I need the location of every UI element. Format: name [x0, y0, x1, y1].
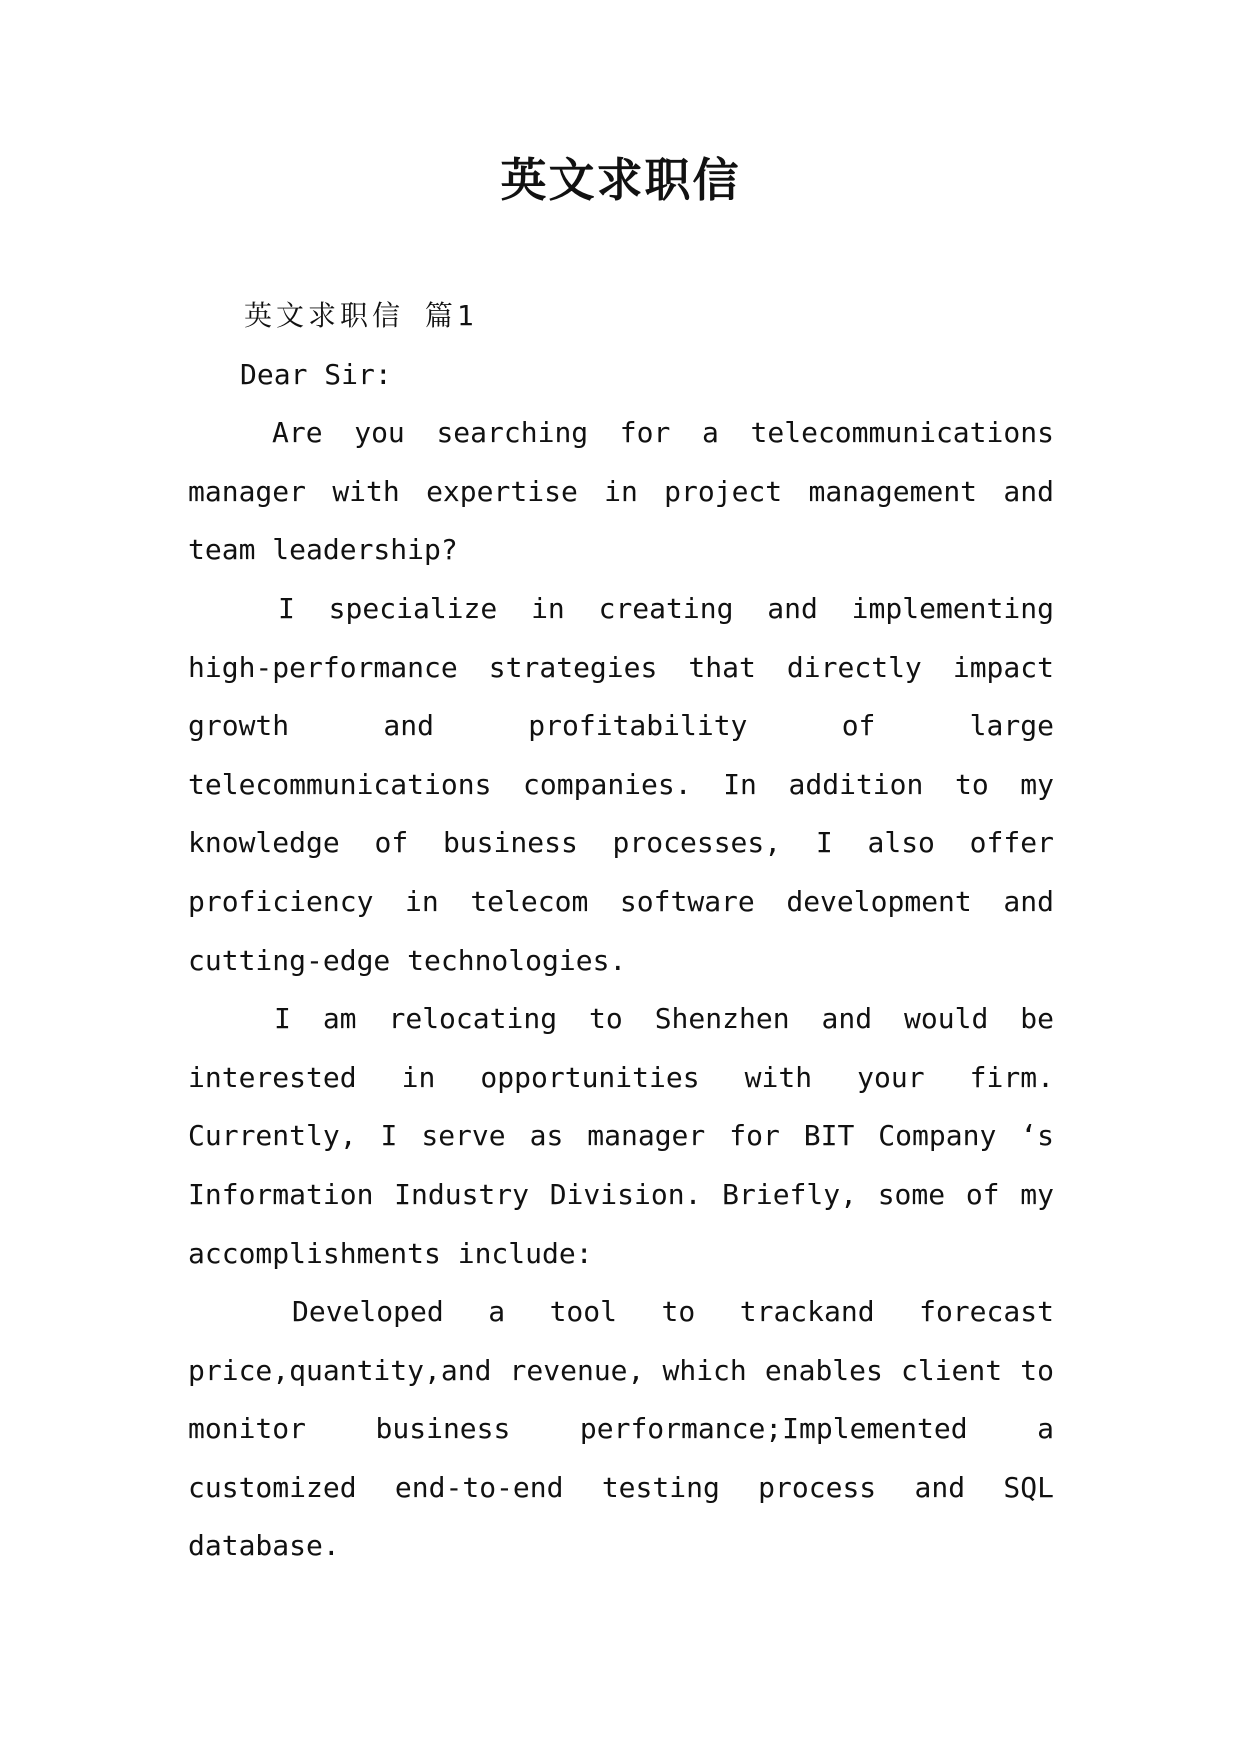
- word: for: [729, 1119, 780, 1153]
- word: ‘s: [1020, 1119, 1054, 1153]
- word: In: [723, 767, 757, 801]
- word: opportunities: [480, 1060, 700, 1094]
- word: implementing: [851, 591, 1054, 625]
- word: your: [857, 1060, 925, 1094]
- word: to: [954, 767, 989, 801]
- text-line: [188, 1166, 1054, 1225]
- paragraphs: [188, 404, 1054, 1576]
- word: tool: [549, 1295, 618, 1329]
- word: Information: [188, 1177, 374, 1211]
- word: development: [786, 884, 972, 918]
- word: processes,: [612, 826, 782, 860]
- word: a: [488, 1295, 506, 1329]
- word: that: [688, 650, 756, 684]
- word: SQL: [1003, 1470, 1054, 1504]
- text-line: [188, 1283, 1054, 1342]
- word: for: [619, 416, 671, 450]
- word: business: [375, 1412, 511, 1446]
- text-line: accomplishments include:: [188, 1236, 593, 1270]
- word: forecast: [919, 1295, 1054, 1329]
- word: would: [904, 1002, 989, 1036]
- word: I: [815, 826, 833, 860]
- word: searching: [436, 416, 589, 450]
- word: companies.: [523, 767, 692, 801]
- salutation: Dear Sir:: [240, 357, 392, 391]
- word: be: [1020, 1002, 1054, 1036]
- text-line: [188, 873, 1054, 932]
- word: firm.: [969, 1060, 1054, 1094]
- word: am: [322, 1002, 357, 1036]
- word: end-to-end: [394, 1470, 564, 1504]
- word: high-performance: [188, 650, 458, 684]
- word: proficiency: [188, 884, 374, 918]
- word: I: [278, 591, 295, 625]
- word: and: [383, 709, 434, 743]
- word: telecom: [470, 884, 589, 918]
- word: also: [867, 826, 935, 860]
- text-line: [188, 814, 1054, 873]
- text-line: [188, 463, 1054, 522]
- word: offer: [969, 826, 1054, 860]
- text-line: [188, 1049, 1054, 1108]
- text-line: cutting-edge technologies.: [188, 943, 627, 977]
- word: Company: [878, 1119, 997, 1153]
- word: revenue,: [509, 1353, 645, 1387]
- word: monitor: [188, 1412, 307, 1446]
- word: Briefly,: [722, 1177, 857, 1211]
- text-line: [188, 580, 1054, 639]
- paragraph: [188, 990, 1054, 1283]
- word: BIT: [803, 1119, 855, 1153]
- word: in: [401, 1060, 436, 1094]
- word: interested: [188, 1060, 357, 1094]
- word: of: [841, 709, 876, 743]
- word: and: [1003, 884, 1054, 918]
- word: and: [767, 591, 818, 625]
- word: of: [965, 1177, 1000, 1211]
- word: growth: [188, 709, 290, 743]
- word: large: [969, 709, 1054, 743]
- word: relocating: [388, 1002, 558, 1036]
- word: telecommunications: [750, 416, 1054, 450]
- word: I: [274, 1002, 291, 1036]
- word: as: [529, 1119, 564, 1153]
- word: Developed: [292, 1295, 444, 1329]
- word: serve: [421, 1119, 506, 1153]
- word: a: [702, 416, 719, 450]
- word: trackand: [739, 1295, 875, 1329]
- text-line: [188, 1342, 1054, 1401]
- word: performance;Implemented: [579, 1412, 968, 1446]
- word: a: [1037, 1412, 1054, 1446]
- word: expertise: [426, 474, 578, 508]
- word: telecommunications: [188, 767, 492, 801]
- text-line: [188, 1400, 1054, 1459]
- word: to: [589, 1002, 623, 1036]
- word: enables: [764, 1353, 883, 1387]
- word: my: [1020, 767, 1054, 801]
- word: customized: [188, 1470, 357, 1504]
- word: you: [354, 416, 405, 450]
- word: in: [405, 884, 439, 918]
- text-line: [188, 1107, 1054, 1166]
- word: in: [604, 474, 638, 508]
- text-line: [188, 756, 1054, 815]
- word: knowledge: [188, 826, 340, 860]
- word: directly: [786, 650, 922, 684]
- paragraph: [188, 580, 1054, 990]
- word: to: [1020, 1353, 1054, 1387]
- word: price,quantity,and: [188, 1353, 492, 1387]
- document-title: 英文求职信: [500, 153, 741, 207]
- paragraph: [188, 1283, 1054, 1576]
- word: to: [661, 1295, 696, 1329]
- word: with: [332, 474, 400, 508]
- word: my: [1020, 1177, 1054, 1211]
- word: in: [531, 591, 565, 625]
- word: some: [877, 1177, 946, 1211]
- text-line: [188, 990, 1054, 1049]
- word: Shenzhen: [654, 1002, 790, 1036]
- text-line: [188, 639, 1054, 698]
- word: testing: [601, 1470, 720, 1504]
- word: specialize: [328, 591, 498, 625]
- word: management: [808, 474, 978, 508]
- word: client: [900, 1353, 1003, 1387]
- word: and: [914, 1470, 966, 1504]
- word: impact: [952, 650, 1054, 684]
- word: profitability: [528, 709, 748, 743]
- text-line: team leadership?: [188, 533, 458, 567]
- text-line: [188, 404, 1054, 463]
- word: software: [619, 884, 755, 918]
- word: business: [442, 826, 578, 860]
- text-line: [188, 697, 1054, 756]
- word: Industry: [394, 1177, 529, 1211]
- word: and: [821, 1002, 873, 1036]
- text-line: [188, 1459, 1054, 1518]
- word: creating: [598, 591, 734, 625]
- word: strategies: [488, 650, 658, 684]
- word: with: [744, 1060, 813, 1094]
- word: manager: [587, 1119, 706, 1153]
- word: which: [662, 1353, 747, 1387]
- word: project: [664, 474, 783, 508]
- word: and: [1003, 474, 1054, 508]
- word: Are: [272, 416, 323, 450]
- section-heading: 英文求职信 篇1: [244, 299, 478, 332]
- word: manager: [188, 474, 307, 508]
- word: of: [374, 826, 409, 860]
- text-line: database.: [188, 1529, 340, 1563]
- word: addition: [788, 767, 924, 801]
- word: Division.: [549, 1177, 702, 1211]
- word: process: [758, 1470, 877, 1504]
- word: Currently,: [188, 1119, 357, 1153]
- letter-body: [188, 287, 1054, 1576]
- word: I: [380, 1119, 398, 1153]
- paragraph: [188, 404, 1054, 580]
